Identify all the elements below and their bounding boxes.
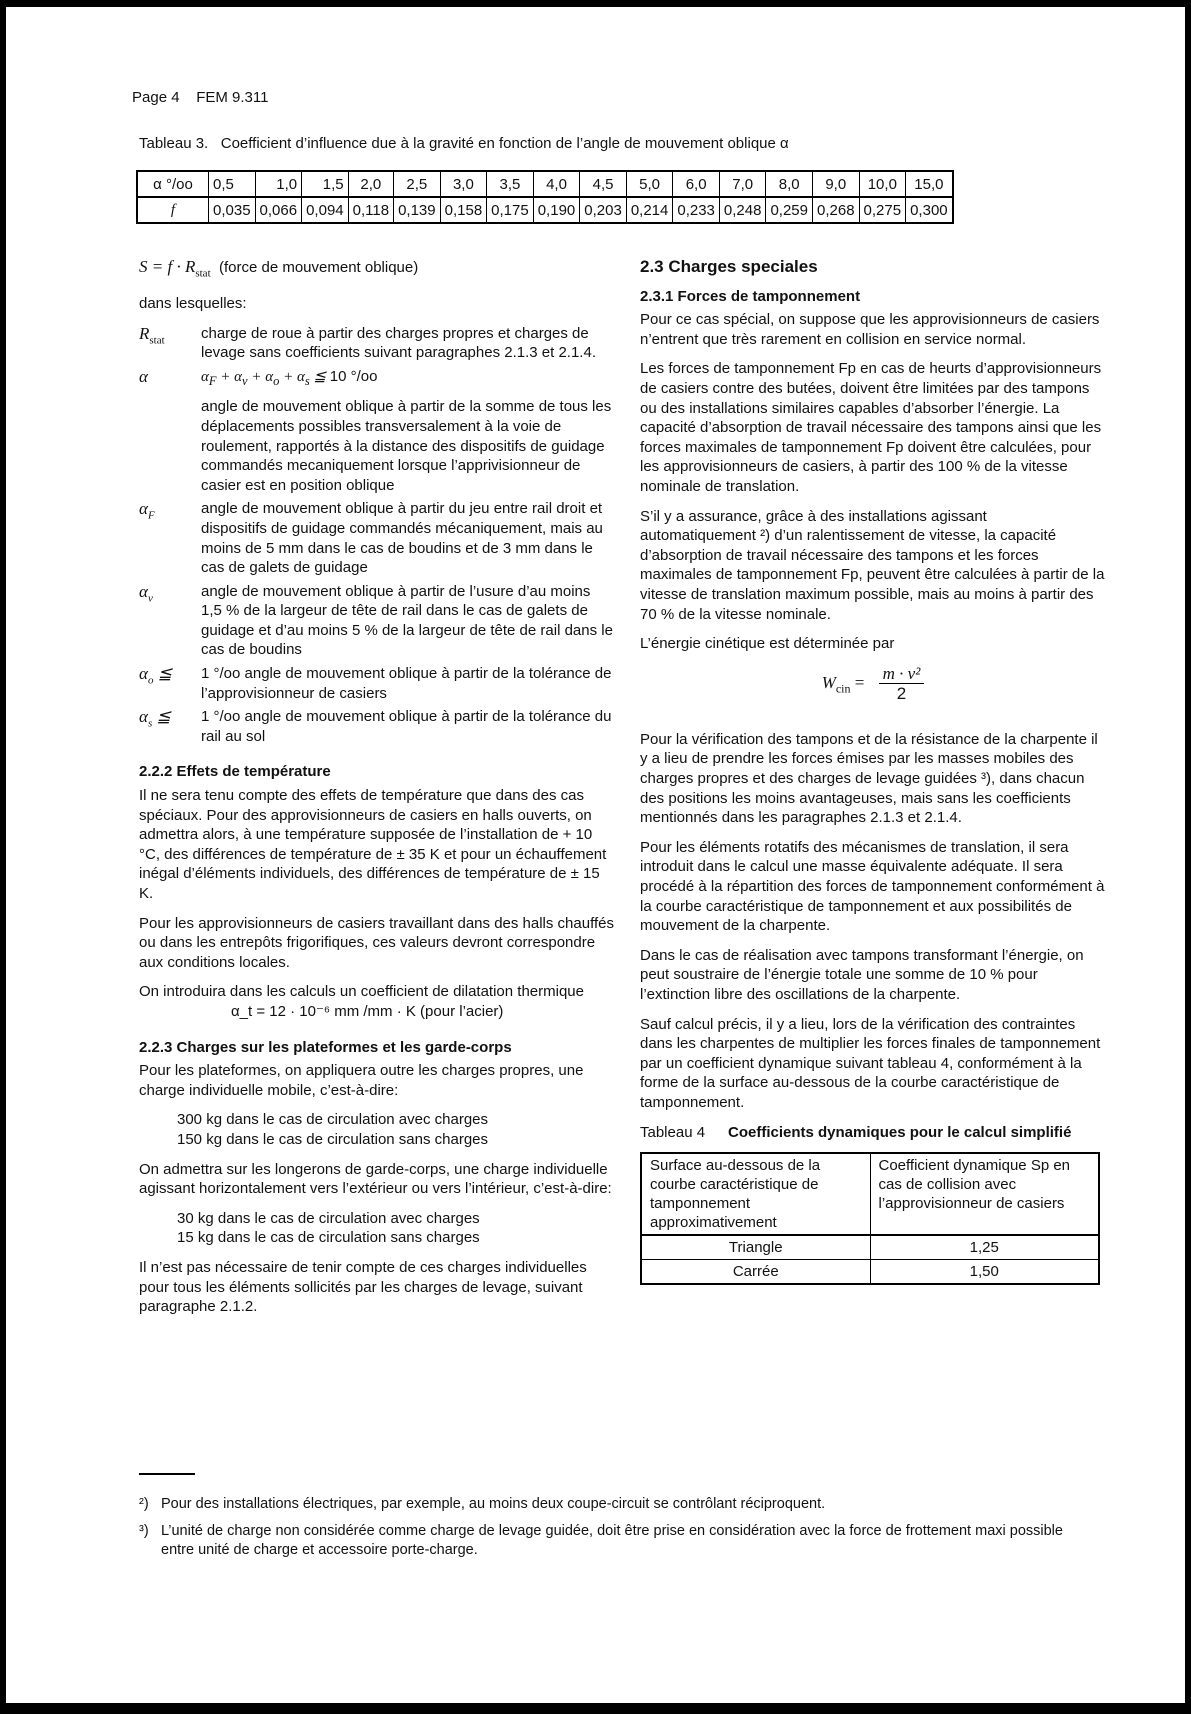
table3-cell-alpha: 0,5 bbox=[209, 171, 256, 197]
table3-cell-f: 0,275 bbox=[859, 197, 906, 223]
paragraph: S’il y a assurance, grâce à des installations agissant automatiquement ²) d’un ralentissement de vitesse, la capacité d’absorption de travail nécessaire des tampons et les forces maximales de tamponnement Fp, peuvent être calculées à partir de la vitesse de translation maximum possible, mais au moins à partir des 70 % de la vitesse nominale. bbox=[640, 507, 1105, 623]
table3-cell-alpha: 3,0 bbox=[440, 171, 487, 197]
document-page bbox=[6, 7, 1185, 1703]
table4-caption: Tableau 4 Coefficients dynamiques pour le calcul simplifié bbox=[640, 1123, 1072, 1141]
table3-cell-alpha: 8,0 bbox=[766, 171, 813, 197]
table-row bbox=[641, 1260, 1099, 1285]
table3-cell-f: 0,259 bbox=[766, 197, 813, 223]
formula-s: $S = f \cdot R_{stat}$ (force de mouvement oblique) bbox=[139, 257, 419, 280]
table3-cell-f: 0,118 bbox=[348, 197, 393, 223]
paragraph: L’énergie cinétique est déterminée par bbox=[640, 635, 895, 653]
table3-cell-alpha: 15,0 bbox=[906, 171, 953, 197]
definition-text: 1 °/oo angle de mouvement oblique à partir de la tolérance du rail au sol bbox=[201, 708, 612, 745]
paragraph: Les forces de tamponnement Fp en cas de heurts d’approvisionneurs de casiers contre des butées, doivent être limitées par des tampons ou des installations similaires capables d’absorber l’énergie. La capacité d’absorption de travail nécessaire des tampons ainsi que les forces maximales de tamponnement Fp doivent être calculées, pour les approvisionneurs de casiers, à partir des 100 % de la vitesse nominale de translation. bbox=[640, 360, 1102, 495]
symbol-alpha: α bbox=[139, 366, 148, 386]
section-2-3-heading: 2.3 Charges speciales bbox=[640, 257, 818, 276]
footnote-divider bbox=[139, 1473, 195, 1475]
table3-cell-f: 0,094 bbox=[302, 197, 349, 223]
paragraph: Dans le cas de réalisation avec tampons transformant l’énergie, on peut soustraire de l’énergie totale une somme de 10 % pour l’extinction libre des oscillations de la charpente. bbox=[640, 946, 1084, 1003]
definition-text: angle de mouvement oblique à partir de la somme de tous les déplacements possibles transversalement à la voie de roulement, rapportés à la distance des dispositifs de guidage commandés mecaniquement lorsque l’apprivisionneur de casier est en position oblique bbox=[201, 398, 612, 494]
page-number: Page 4 bbox=[132, 89, 180, 106]
table3-cell-alpha: 7,0 bbox=[719, 171, 766, 197]
paragraph: Pour les éléments rotatifs des mécanismes de translation, il sera introduit dans le calcul une masse équivalente adéquate. Il sera procédé à la répartition des forces de tamponnement conformément à la courbe caractéristique de tamponnement et aux possibilités de mouvement de la charpente. bbox=[640, 838, 1105, 935]
paragraph: Sauf calcul précis, il y a lieu, lors de la vérification des contraintes dans les charpentes de multiplier les forces finales de tamponnement par un coefficient dynamique suivant tableau 4, conformément à la forme de la surface au-dessous de la courbe caractéristique de tamponnement. bbox=[640, 1015, 1101, 1111]
table3 bbox=[136, 170, 954, 224]
table3-cell-alpha: 2,5 bbox=[394, 171, 441, 197]
table4-header-row bbox=[641, 1153, 1099, 1235]
table3-cell-f: 0,233 bbox=[673, 197, 720, 223]
table3-cell-f: 0,300 bbox=[906, 197, 953, 223]
symbol-alpha-v: $\alpha_v$ bbox=[139, 581, 153, 605]
table3-cell-f: 0,139 bbox=[394, 197, 441, 223]
section-2-3-1-heading: 2.3.1 Forces de tamponnement bbox=[640, 287, 861, 305]
table4 bbox=[640, 1152, 1100, 1285]
table3-cell-f: 0,035 bbox=[209, 197, 256, 223]
symbol-alpha-f: $\alpha_F$ bbox=[139, 499, 155, 522]
cell-coefficient: 1,50 bbox=[870, 1260, 1099, 1285]
left-column bbox=[139, 257, 614, 1327]
paragraph: On admettra sur les longerons de garde-corps, une charge individuelle agissant horizontalement vers l’extérieur ou vers l’intérieur, c’est-à-dire: bbox=[139, 1160, 612, 1198]
row-header-alpha: α °/oo bbox=[137, 171, 209, 197]
table3-cell-alpha: 1,5 bbox=[302, 171, 349, 197]
table3-cell-alpha: 3,5 bbox=[487, 171, 534, 197]
thermal-coefficient-formula: α_t = 12 · 10⁻⁶ mm /mm · K (pour l’acier) bbox=[231, 1002, 504, 1020]
page-header bbox=[132, 89, 268, 106]
footnote: ³) L’unité de charge non considérée comme charge de levage guidée, doit être prise en considération avec la force de frottement maxi possible entre unité de charge et accessoire porte-charge. bbox=[139, 1523, 1063, 1558]
table3-cell-alpha: 10,0 bbox=[859, 171, 906, 197]
cell-coefficient: 1,25 bbox=[870, 1235, 1099, 1260]
table3-row-alpha bbox=[137, 171, 953, 197]
document-id: FEM 9.311 bbox=[196, 89, 269, 106]
table3-cell-alpha: 1,0 bbox=[255, 171, 302, 197]
definitions-intro: dans lesquelles: bbox=[139, 294, 247, 312]
table-row bbox=[641, 1235, 1099, 1260]
table3-cell-f: 0,203 bbox=[580, 197, 627, 223]
table3-cell-f: 0,268 bbox=[813, 197, 860, 223]
table3-cell-alpha: 6,0 bbox=[673, 171, 720, 197]
paragraph: Pour la vérification des tampons et de la résistance de la charpente il y a lieu de prendre les forces émises par les masses mobiles des charges propres et des charges de levage guidées ³), dans chacun des positions les moins avantageuses, mais sans les coefficients mentionnés dans les paragraphes 2.1.3 et 2.1.4. bbox=[640, 730, 1098, 827]
symbol-alpha-o: $\alpha_o$ ≦ bbox=[139, 664, 172, 687]
cell-surface: Triangle bbox=[641, 1235, 870, 1260]
table3-cell-alpha: 5,0 bbox=[626, 171, 673, 197]
list-item: 15 kg dans le cas de circulation sans charges bbox=[177, 1229, 480, 1247]
table3-cell-alpha: 4,5 bbox=[580, 171, 627, 197]
right-column bbox=[640, 257, 1106, 1285]
table3-cell-f: 0,066 bbox=[255, 197, 302, 223]
column-header: Surface au-dessous de la courbe caractéristique de tamponnement approximativement bbox=[641, 1153, 870, 1235]
load-list-guardrails bbox=[139, 1209, 614, 1248]
symbol-r-stat: $R_{stat}$ bbox=[139, 323, 165, 346]
paragraph: Il ne sera tenu compte des effets de température que dans des cas spéciaux. Pour des approvisionneurs de casiers en halls ouverts, on admettra alors, à une température supposée de l’installation de + 10 °C, des différences de température de ± 35 K et pour un échauffement inégal d’éléments individuels, des différences de température de ± 15 K. bbox=[139, 787, 607, 903]
section-2-2-2-heading: 2.2.2 Effets de température bbox=[139, 763, 331, 781]
table3-cell-alpha: 2,0 bbox=[348, 171, 393, 197]
row-header-f: f bbox=[137, 197, 209, 223]
load-list-platforms bbox=[139, 1110, 614, 1149]
footnote: ²) Pour des installations électriques, par exemple, au moins deux coupe-circuit se contrôlant réciproquent. bbox=[139, 1496, 826, 1512]
kinetic-energy-formula: $W_{cin}$ = $\frac{\text{m · v²}}{2}$ bbox=[640, 664, 1106, 704]
list-item: 150 kg dans le cas de circulation sans charges bbox=[177, 1130, 489, 1148]
table3-caption: Tableau 3. Coefficient d’influence due à la gravité en fonction de l’angle de mouvement oblique α bbox=[139, 135, 789, 152]
list-item: 30 kg dans le cas de circulation avec charges bbox=[177, 1209, 480, 1227]
paragraph: Pour les plateformes, on appliquera outre les charges propres, une charge individuelle mobile, c’est-à-dire: bbox=[139, 1062, 584, 1099]
definition-text: 1 °/oo angle de mouvement oblique à partir de la tolérance de l’approvisionneur de casiers bbox=[201, 665, 612, 702]
table3-cell-alpha: 9,0 bbox=[813, 171, 860, 197]
table3-cell-alpha: 4,0 bbox=[533, 171, 580, 197]
footnotes bbox=[139, 1495, 1079, 1568]
definition-text: charge de roue à partir des charges propres et charges de levage sans coefficients suivant paragraphes 2.1.3 et 2.1.4. bbox=[201, 324, 596, 362]
paragraph: On introduira dans les calculs un coefficient de dilatation thermique bbox=[139, 983, 584, 1001]
table3-cell-f: 0,190 bbox=[533, 197, 580, 223]
table3-row-f bbox=[137, 197, 953, 223]
table3-cell-f: 0,248 bbox=[719, 197, 766, 223]
table3-cell-f: 0,158 bbox=[440, 197, 487, 223]
cell-surface: Carrée bbox=[641, 1260, 870, 1285]
column-header: Coefficient dynamique Sp en cas de collision avec l’approvisionneur de casiers bbox=[870, 1153, 1099, 1235]
table3-cell-f: 0,214 bbox=[626, 197, 673, 223]
definition-text: angle de mouvement oblique à partir du jeu entre rail droit et dispositifs de guidage commandés mécaniquement, mais au moins de 5 mm dans le cas de boudins et de 3 mm dans le cas de galets de guidage bbox=[201, 500, 603, 577]
definition-text: angle de mouvement oblique à partir de l’usure d’au moins 1,5 % de la largeur de tête de rail dans le cas de galets de guidage et d’au moins 5 % de la largeur de tête de rail dans le cas de boudins bbox=[201, 582, 613, 659]
symbol-alpha-s: $\alpha_s$ ≦ bbox=[139, 707, 171, 730]
list-item: 300 kg dans le cas de circulation avec charges bbox=[177, 1111, 489, 1129]
paragraph: Pour les approvisionneurs de casiers travaillant dans des halls chauffés ou dans les entrepôts frigorifiques, ces valeurs devront correspondre aux conditions locales. bbox=[139, 914, 614, 971]
paragraph: Pour ce cas spécial, on suppose que les approvisionneurs de casiers n’entrent que très rarement en collision en service normal. bbox=[640, 311, 1100, 348]
section-2-2-3-heading: 2.2.3 Charges sur les plateformes et les garde-corps bbox=[139, 1038, 512, 1056]
definitions-list bbox=[139, 324, 614, 747]
alpha-sum-formula: $\alpha_F + \alpha_v + \alpha_o + \alpha_s$ ≦ 10 °/oo bbox=[201, 367, 378, 388]
table3-cell-f: 0,175 bbox=[487, 197, 534, 223]
paragraph: Il n’est pas nécessaire de tenir compte de ces charges individuelles pour tous les éléments sollicités par les charges de levage, suivant paragraphe 2.1.2. bbox=[139, 1258, 587, 1316]
